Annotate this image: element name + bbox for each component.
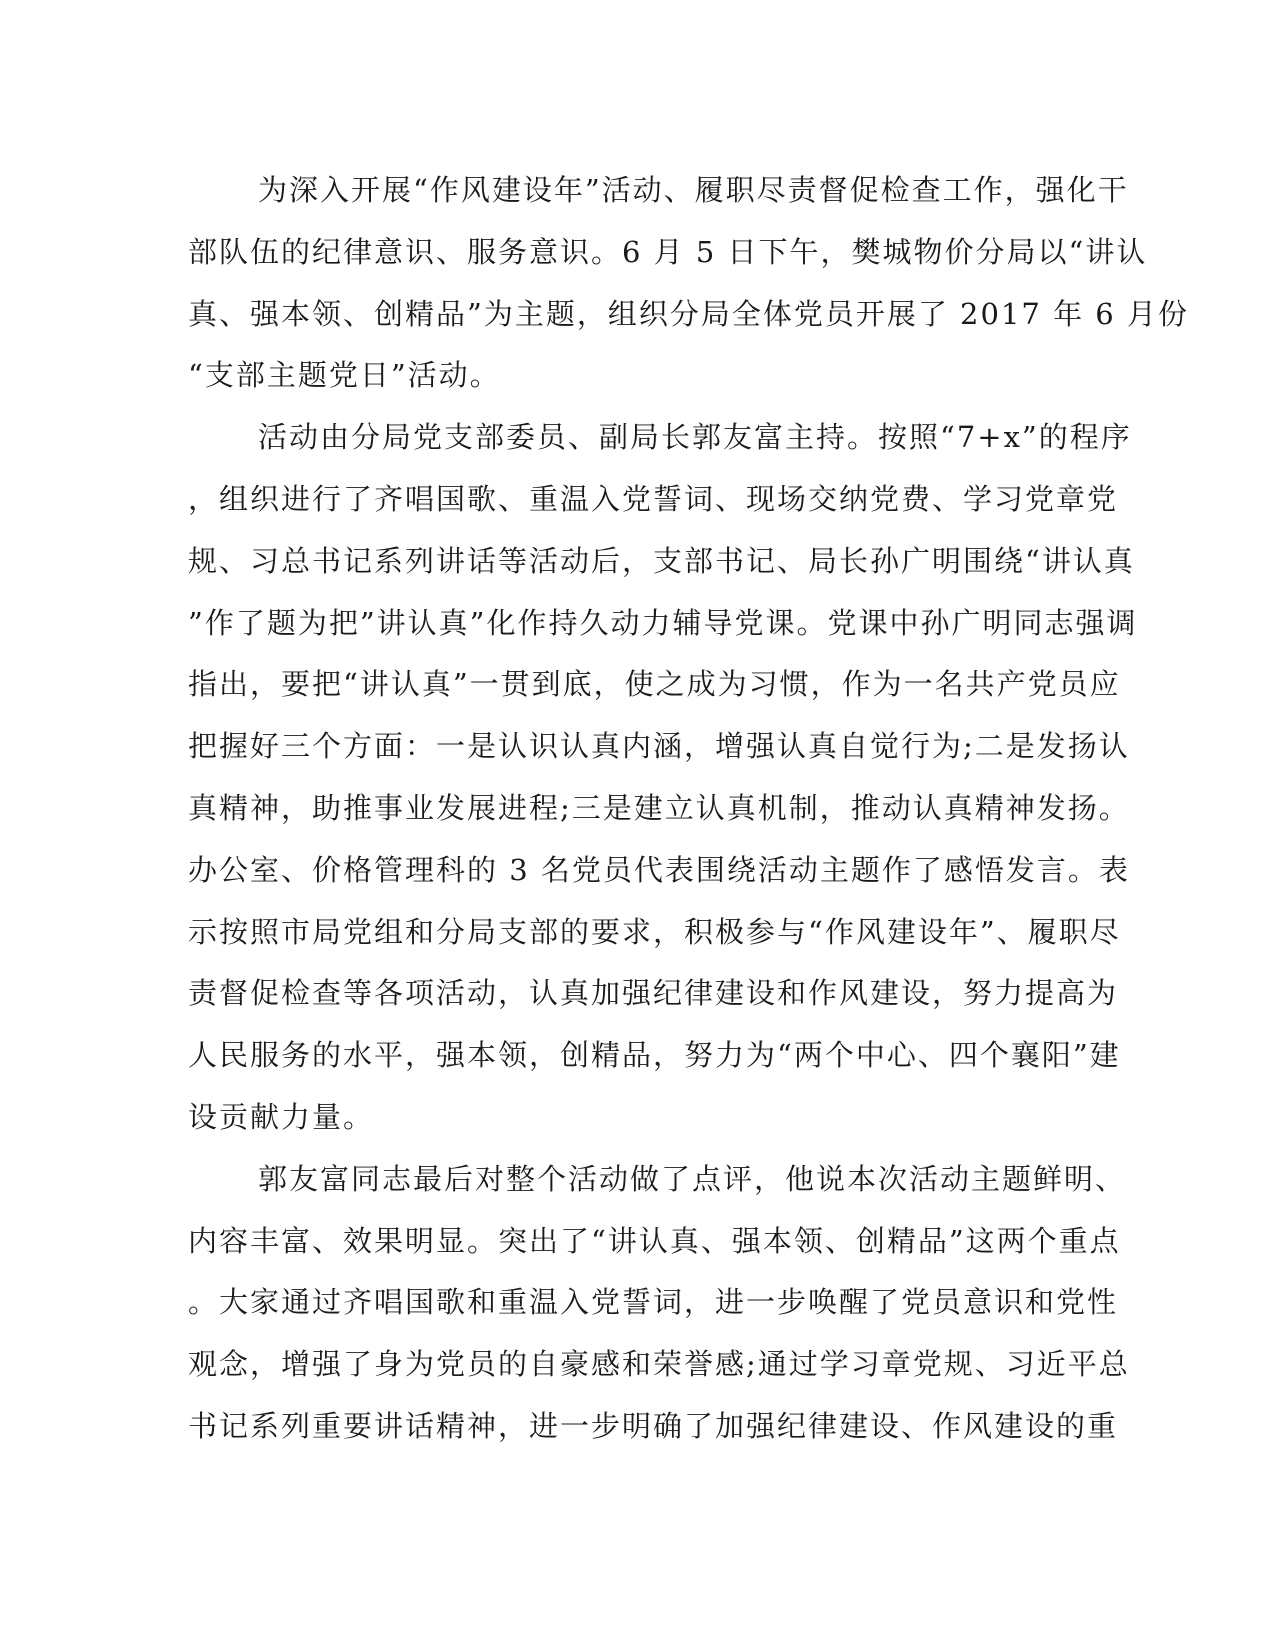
text-line: 。大家通过齐唱国歌和重温入党誓词，进一步唤醒了党员意识和党性 (188, 1285, 1119, 1320)
text-line: 部队伍的纪律意识、服务意识。6 月 5 日下午，樊城物价分局以“讲认 (188, 234, 1148, 269)
text-line: 指出，要把“讲认真”一贯到底，使之成为习惯，作为一名共产党员应 (188, 667, 1121, 702)
text-line: 书记系列重要讲话精神，进一步明确了加强纪律建设、作风建设的重 (188, 1408, 1119, 1443)
text-line: 真、强本领、创精品”为主题，组织分局全体党员开展了 2017 年 6 月份 (188, 296, 1189, 331)
text-line: 规、习总书记系列讲话等活动后，支部书记、局长孙广明围绕“讲认真 (188, 543, 1135, 578)
text-line: 真精神，助推事业发展进程;三是建立认真机制，推动认真精神发扬。 (188, 790, 1130, 825)
text-line: 人民服务的水平，强本领，创精品，努力为“两个中心、四个襄阳”建 (188, 1038, 1121, 1073)
text-line: 活动由分局党支部委员、副局长郭友富主持。按照“7+x”的程序 (258, 420, 1132, 455)
text-line: 内容丰富、效果明显。突出了“讲认真、强本领、创精品”这两个重点 (188, 1223, 1121, 1258)
paragraph-3 (188, 1149, 1130, 1458)
text-line: 观念，增强了身为党员的自豪感和荣誉感;通过学习章党规、习近平总 (188, 1347, 1130, 1382)
text-line: 郭友富同志最后对整个活动做了点评，他说本次活动主题鲜明、 (258, 1161, 1127, 1196)
paragraph-2 (188, 407, 1138, 1149)
text-line: “支部主题党日”活动。 (188, 358, 501, 393)
document-body (188, 160, 1189, 1458)
text-line: 把握好三个方面：一是认识认真内涵，增强认真自觉行为;二是发扬认 (188, 729, 1130, 764)
text-line: 责督促检查等各项活动，认真加强纪律建设和作风建设，努力提高为 (188, 976, 1119, 1011)
text-line: 为深入开展“作风建设年”活动、履职尽责督促检查工作，强化干 (258, 173, 1129, 207)
text-line: 设贡献力量。 (188, 1099, 375, 1134)
text-line: 示按照市局党组和分局支部的要求，积极参与“作风建设年”、履职尽 (188, 914, 1121, 949)
text-line: ”作了题为把”讲认真”化作持久动力辅导党课。党课中孙广明同志强调 (188, 605, 1138, 640)
text-line: ，组织进行了齐唱国歌、重温入党誓词、现场交纳党费、学习党章党 (188, 481, 1119, 516)
paragraph-1 (188, 160, 1189, 407)
text-line: 办公室、价格管理科的 3 名党员代表围绕活动主题作了感悟发言。表 (188, 852, 1130, 887)
